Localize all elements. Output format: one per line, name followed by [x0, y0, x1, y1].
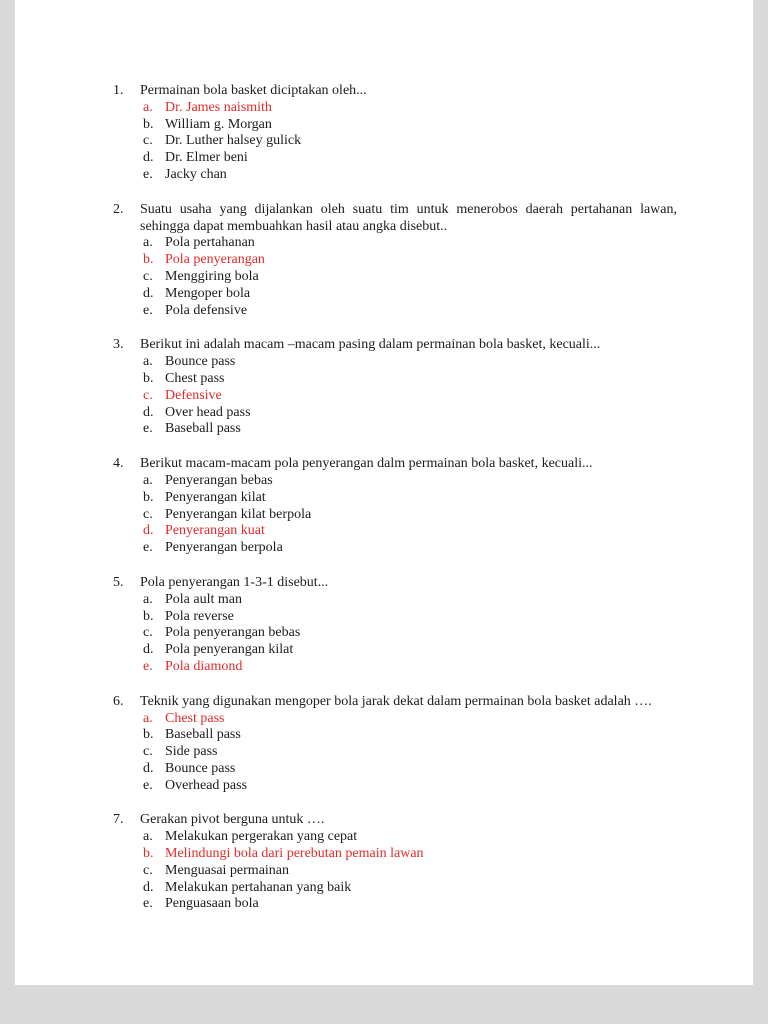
option-letter: a.: [143, 591, 153, 607]
answer-option: [140, 167, 677, 184]
option-letter: b.: [143, 489, 154, 505]
option-text: Side pass: [165, 744, 218, 760]
option-letter: d.: [143, 404, 154, 420]
option-letter: b.: [143, 608, 154, 624]
option-letter: e.: [143, 540, 153, 556]
option-text: Jacky chan: [165, 166, 227, 182]
option-letter: e.: [143, 302, 153, 318]
option-text: Menguasai permainan: [165, 862, 290, 878]
option-letter: c.: [143, 506, 153, 522]
answer-option: [140, 896, 677, 913]
question-text: Permainan bola basket diciptakan oleh...: [140, 83, 367, 98]
answer-option: [140, 592, 677, 609]
answer-option: [140, 727, 677, 744]
option-text: Pola ault man: [165, 591, 242, 607]
answer-option: [140, 761, 677, 778]
option-list: [140, 100, 677, 184]
option-letter: b.: [143, 116, 154, 132]
answer-option: [140, 421, 677, 438]
answer-option: [140, 523, 677, 540]
question-body: [140, 812, 677, 913]
answer-option: [140, 778, 677, 795]
question-number: 6.: [113, 693, 124, 709]
option-text: Pola reverse: [165, 608, 234, 624]
answer-option: [140, 286, 677, 303]
question: [113, 575, 677, 676]
option-text: Mengoper bola: [165, 285, 251, 301]
answer-option: [140, 405, 677, 422]
question-text: Berikut macam-macam pola penyerangan dalm permainan bola basket, kecuali...: [140, 456, 593, 472]
option-letter: c.: [143, 744, 153, 760]
option-text: Pola diamond: [165, 658, 243, 674]
question: [113, 83, 677, 184]
question: [113, 694, 677, 795]
answer-option: [140, 659, 677, 676]
option-letter: d.: [143, 523, 154, 539]
question: [113, 202, 677, 320]
question: [113, 337, 677, 438]
option-letter: c.: [143, 133, 153, 149]
question-number: 4.: [113, 456, 124, 472]
option-text: Defensive: [165, 387, 222, 403]
option-text: Pola penyerangan kilat: [165, 642, 294, 658]
answer-option: [140, 490, 677, 507]
answer-option: [140, 863, 677, 880]
question-body: [140, 575, 677, 676]
answer-option: [140, 269, 677, 286]
answer-option: [140, 744, 677, 761]
option-text: Chest pass: [165, 710, 225, 726]
question: [113, 812, 677, 913]
option-text: Pola pertahanan: [165, 235, 255, 251]
option-letter: b.: [143, 370, 154, 386]
question-body: [140, 456, 677, 557]
option-text: Melakukan pergerakan yang cepat: [165, 829, 358, 845]
option-letter: e.: [143, 658, 153, 674]
option-text: Penyerangan kilat: [165, 489, 266, 505]
option-letter: d.: [143, 642, 154, 658]
option-letter: b.: [143, 252, 154, 268]
option-letter: d.: [143, 285, 154, 301]
option-list: [140, 473, 677, 557]
option-text: Melakukan pertahanan yang baik: [165, 879, 352, 895]
answer-option: [140, 150, 677, 167]
answer-option: [140, 507, 677, 524]
option-letter: c.: [143, 862, 153, 878]
answer-option: [140, 609, 677, 626]
option-text: Bounce pass: [165, 760, 236, 776]
question-body: [140, 694, 677, 795]
option-text: Dr. Luther halsey gulick: [165, 133, 302, 149]
answer-option: [140, 252, 677, 269]
option-letter: c.: [143, 387, 153, 403]
question-number: 3.: [113, 337, 124, 353]
option-list: [140, 235, 677, 319]
option-text: Penyerangan bebas: [165, 472, 273, 488]
option-letter: d.: [143, 760, 154, 776]
question-text: Suatu usaha yang dijalankan oleh suatu tim untuk menerobos daerah pertahanan lawan, sehingga dapat membuahkan hasil atau angka disebut..: [140, 201, 677, 234]
option-list: [140, 592, 677, 676]
option-letter: a.: [143, 710, 153, 726]
option-text: Over head pass: [165, 404, 251, 420]
question-text: Teknik yang digunakan mengoper bola jarak dekat dalam permainan bola basket adalah ….: [140, 693, 652, 709]
option-text: William g. Morgan: [165, 116, 272, 132]
option-list: [140, 711, 677, 795]
question-text: Berikut ini adalah macam –macam pasing dalam permainan bola basket, kecuali...: [140, 337, 601, 353]
option-letter: d.: [143, 879, 154, 895]
option-letter: e.: [143, 421, 153, 437]
option-letter: a.: [143, 472, 153, 488]
answer-option: [140, 235, 677, 252]
answer-option: [140, 711, 677, 728]
option-list: [140, 829, 677, 913]
option-text: Melindungi bola dari perebutan pemain lawan: [165, 846, 424, 862]
question-text: Gerakan pivot berguna untuk ….: [140, 812, 325, 828]
answer-option: [140, 303, 677, 320]
option-letter: e.: [143, 777, 153, 793]
option-text: Chest pass: [165, 370, 225, 386]
question-number: 1.: [113, 83, 124, 98]
option-text: Bounce pass: [165, 354, 236, 370]
answer-option: [140, 846, 677, 863]
document-page: [15, 0, 753, 985]
answer-option: [140, 540, 677, 557]
option-text: Dr. James naismith: [165, 99, 272, 115]
question-number: 2.: [113, 201, 124, 217]
option-text: Pola penyerangan bebas: [165, 625, 301, 641]
answer-option: [140, 100, 677, 117]
option-letter: c.: [143, 268, 153, 284]
option-text: Overhead pass: [165, 777, 248, 793]
answer-option: [140, 371, 677, 388]
answer-option: [140, 829, 677, 846]
question-number: 5.: [113, 574, 124, 590]
option-text: Pola defensive: [165, 302, 248, 318]
answer-option: [140, 880, 677, 897]
question: [113, 456, 677, 557]
question-text: Pola penyerangan 1-3-1 disebut...: [140, 574, 329, 590]
option-letter: a.: [143, 829, 153, 845]
question-body: [140, 202, 677, 320]
answer-option: [140, 473, 677, 490]
option-letter: e.: [143, 896, 153, 912]
option-list: [140, 354, 677, 438]
answer-option: [140, 354, 677, 371]
answer-option: [140, 117, 677, 134]
answer-option: [140, 642, 677, 659]
option-text: Penyerangan kuat: [165, 523, 265, 539]
option-letter: c.: [143, 625, 153, 641]
option-text: Penguasaan bola: [165, 896, 259, 912]
option-text: Baseball pass: [165, 421, 241, 437]
option-letter: a.: [143, 354, 153, 370]
option-letter: e.: [143, 166, 153, 182]
option-text: Pola penyerangan: [165, 252, 265, 268]
question-body: [140, 83, 677, 184]
option-letter: d.: [143, 150, 154, 166]
option-letter: b.: [143, 727, 154, 743]
answer-option: [140, 388, 677, 405]
question-number: 7.: [113, 812, 124, 828]
answer-option: [140, 625, 677, 642]
option-text: Menggiring bola: [165, 268, 259, 284]
question-body: [140, 337, 677, 438]
question-list: [113, 83, 677, 931]
option-letter: a.: [143, 99, 153, 115]
option-letter: b.: [143, 846, 154, 862]
option-text: Baseball pass: [165, 727, 241, 743]
answer-option: [140, 133, 677, 150]
option-letter: a.: [143, 235, 153, 251]
option-text: Dr. Elmer beni: [165, 150, 248, 166]
option-text: Penyerangan berpola: [165, 540, 283, 556]
option-text: Penyerangan kilat berpola: [165, 506, 312, 522]
